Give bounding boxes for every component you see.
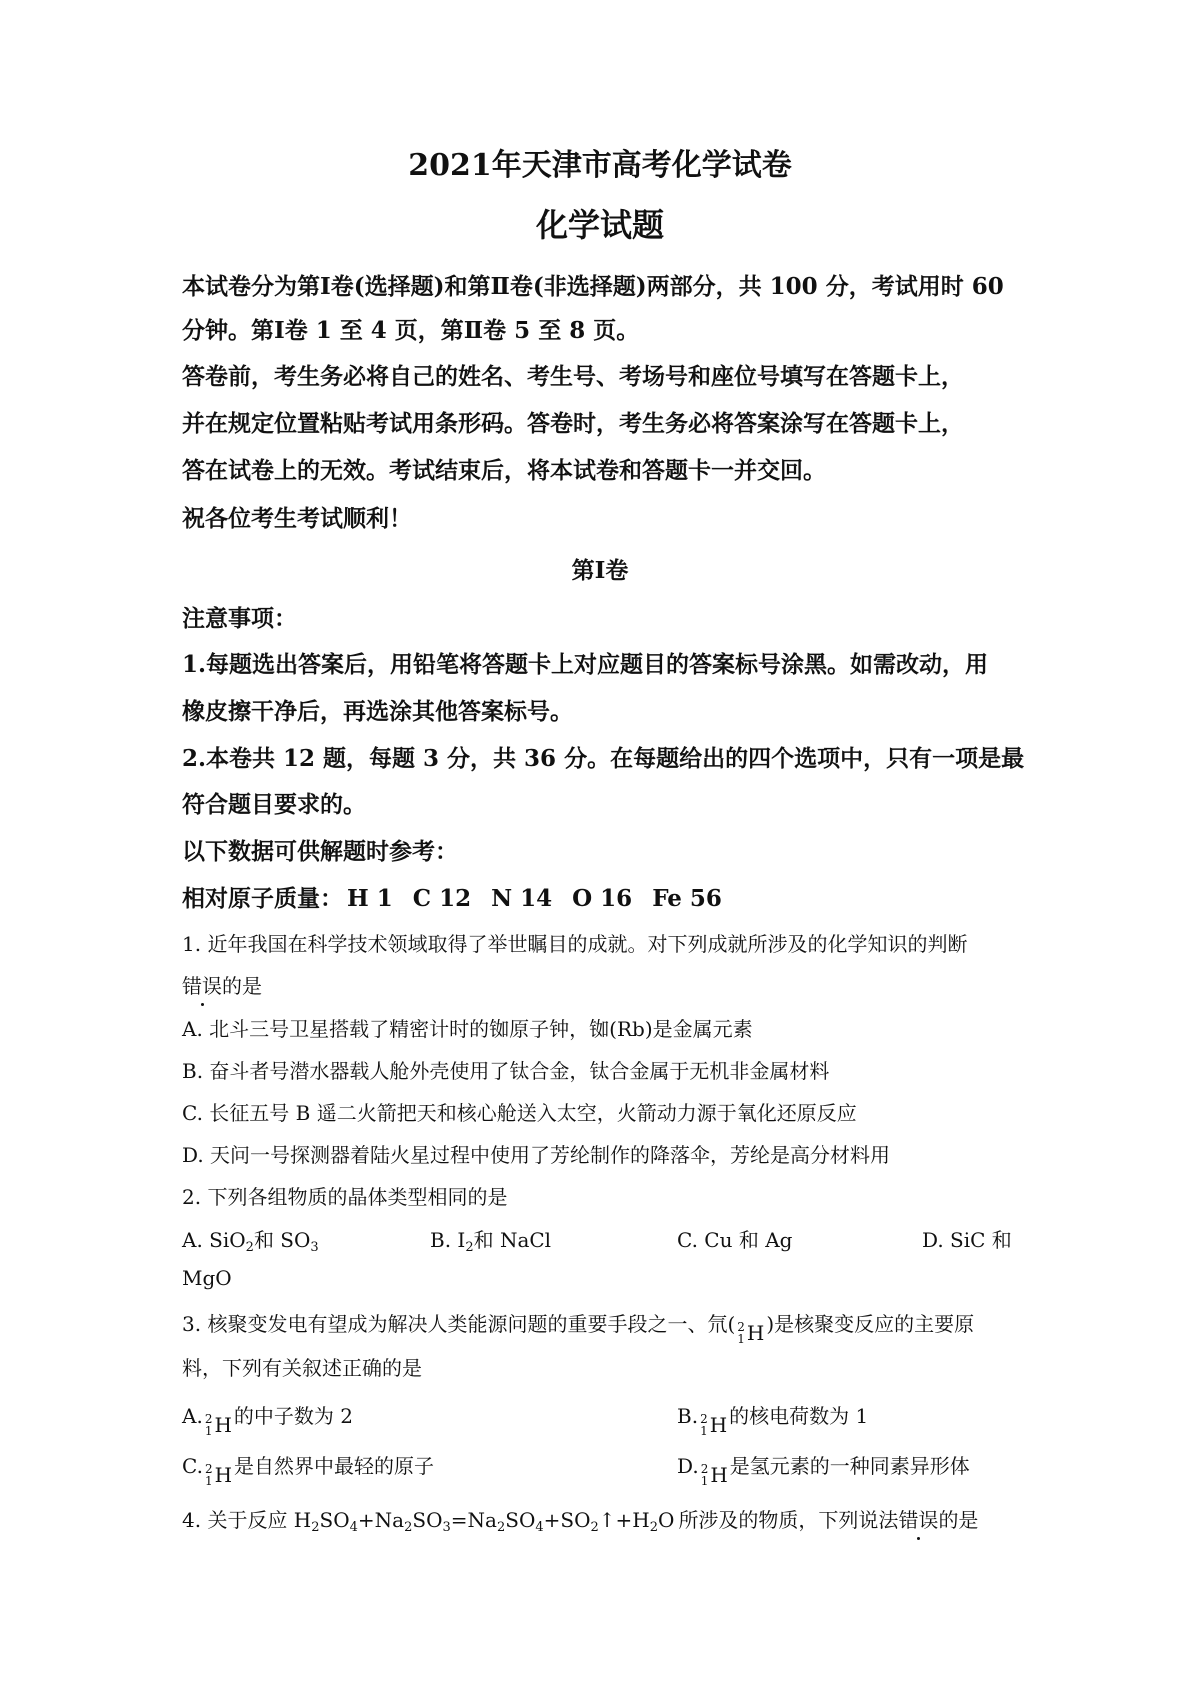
nuclide-atomic-number: 1 — [204, 1424, 213, 1438]
q3-d-text: 是氢元素的一种同素异形体 — [729, 1454, 970, 1478]
intro-line-3: 答卷前，考生务必将自己的姓名、考生号、考场号和座位号填写在答题卡上， — [182, 363, 964, 390]
q1-stem-line-1: 1. 近年我国在科学技术领域取得了举世瞩目的成就。对下列成就所涉及的化学知识的判断 — [182, 932, 968, 956]
q4-eq-sub: 2 — [649, 1520, 659, 1535]
q4-eq-part: SO — [319, 1508, 350, 1532]
page-title: 2021年天津市高考化学试卷 — [408, 148, 792, 183]
notes-heading: 注意事项： — [182, 605, 297, 632]
deuterium-symbol — [700, 1413, 727, 1437]
intro-line-2: 分钟。第Ⅰ卷 1 至 4 页，第Ⅱ卷 5 至 8 页。 — [182, 317, 640, 344]
q3-b-label: B. — [677, 1404, 699, 1428]
reference-note: 以下数据可供解题时参考： — [182, 838, 458, 865]
note-2-line-1: 2.本卷共 12 题，每题 3 分，共 36 分。在每题给出的四个选项中，只有一项是最 — [182, 745, 1025, 772]
deuterium-symbol — [701, 1463, 728, 1487]
q3-stem-text: 3. 核聚变发电有望成为解决人类能源问题的重要手段之一、氘( — [182, 1312, 736, 1336]
q1-option-b: B. 奋斗者号潜水器载人舱外壳使用了钛合金，钛合金属于无机非金属材料 — [182, 1059, 830, 1083]
q4-text-end: 的是 — [938, 1508, 979, 1532]
mass-h: H 1 — [347, 885, 393, 912]
section-title: 第Ⅰ卷 — [571, 557, 629, 584]
nuclide-element: H — [709, 1413, 728, 1437]
q4-eq-sub: 3 — [442, 1520, 451, 1535]
q4-eq-sub: 2 — [404, 1520, 413, 1535]
mass-c: C 12 — [412, 885, 472, 912]
q4-eq-sub: 2 — [590, 1520, 599, 1535]
q1-option-a: A. 北斗三号卫星搭载了精密计时的铷原子钟，铷(Rb)是金属元素 — [182, 1017, 753, 1041]
q3-option-d — [677, 1450, 970, 1487]
intro-line-5: 答在试卷上的无效。考试结束后，将本试卷和答题卡一并交回。 — [182, 457, 826, 484]
nuclide-element: H — [710, 1463, 728, 1487]
q3-c-text: 是自然界中最轻的原子 — [234, 1454, 435, 1478]
q2-a-text-2: 和 SO — [253, 1228, 311, 1252]
q4-dotted-emphasis: 错误 — [898, 1504, 938, 1533]
nuclide-atomic-number: 1 — [204, 1474, 213, 1488]
q4-text-2: 所涉及的物质，下列说法 — [678, 1508, 899, 1532]
q1-dotted-emphasis: 错误 — [182, 970, 222, 999]
q2-option-d-cont: MgO — [182, 1266, 232, 1290]
q4-eq-part: O — [658, 1508, 675, 1532]
q3-option-c — [182, 1450, 434, 1487]
nuclide-mass-number: 2 — [204, 1412, 213, 1426]
q3-stem-text-2: )是核聚变反应的主要原 — [766, 1312, 975, 1336]
nuclide-mass-number: 2 — [737, 1320, 745, 1334]
q3-a-text: 的中子数为 2 — [233, 1404, 353, 1428]
q4-eq-part: SO — [505, 1508, 536, 1532]
mass-n: N 14 — [491, 885, 553, 912]
note-2-line-2: 符合题目要求的。 — [182, 791, 366, 818]
q4-eq-part: SO — [412, 1508, 443, 1532]
q3-option-a — [182, 1400, 353, 1437]
q2-stem: 2. 下列各组物质的晶体类型相同的是 — [182, 1185, 508, 1209]
q2-b-text-2: 和 NaCl — [473, 1228, 552, 1252]
q3-d-label: D. — [677, 1454, 699, 1478]
q1-option-d: D. 天问一号探测器着陆火星过程中使用了芳纶制作的降落伞，芳纶是高分材料用 — [182, 1143, 891, 1167]
q4-text: 4. 关于反应 H — [182, 1508, 312, 1532]
nuclide-element: H — [214, 1463, 233, 1487]
q3-a-label: A. — [182, 1404, 203, 1428]
nuclide-mass-number: 2 — [204, 1462, 213, 1476]
q4-eq-part: ↑+H — [598, 1508, 650, 1532]
q2-option-a — [182, 1224, 319, 1255]
intro-line-6: 祝各位考生考试顺利！ — [182, 505, 412, 532]
q4-eq-part: =Na — [450, 1508, 497, 1532]
q4-eq-sub: 2 — [311, 1520, 320, 1535]
q3-stem-line-1 — [182, 1308, 974, 1345]
q1-option-c: C. 长征五号 B 遥二火箭把天和核心舱送入太空，火箭动力源于氧化还原反应 — [182, 1101, 857, 1125]
deuterium-symbol — [737, 1321, 764, 1345]
q2-b-sub: 2 — [465, 1240, 474, 1255]
deuterium-symbol — [205, 1463, 232, 1487]
q2-b-text: B. I — [430, 1228, 466, 1252]
q2-option-d: D. SiC 和 — [922, 1228, 1012, 1252]
note-1-line-2: 橡皮擦干净后，再选涂其他答案标号。 — [182, 698, 573, 725]
q4-eq-sub: 2 — [496, 1520, 506, 1535]
q4-eq-part: +Na — [357, 1508, 405, 1532]
nuclide-atomic-number: 1 — [700, 1474, 709, 1488]
atomic-mass-line — [182, 880, 742, 913]
mass-o: O 16 — [572, 885, 633, 912]
q4-stem — [182, 1504, 978, 1535]
intro-line-1: 本试卷分为第Ⅰ卷(选择题)和第Ⅱ卷(非选择题)两部分，共 100 分，考试用时 60 — [182, 273, 1004, 300]
q2-a-sub-2: 3 — [310, 1240, 319, 1255]
q4-eq-sub: 4 — [349, 1520, 358, 1535]
q1-stem-line-2 — [182, 970, 262, 999]
nuclide-mass-number: 2 — [700, 1412, 708, 1426]
nuclide-atomic-number: 1 — [700, 1424, 708, 1438]
nuclide-element: H — [746, 1321, 765, 1345]
q4-eq-sub: 4 — [535, 1520, 544, 1535]
q2-a-sub-1: 2 — [245, 1240, 254, 1255]
nuclide-mass-number: 2 — [700, 1462, 709, 1476]
q3-stem-line-2: 料，下列有关叙述正确的是 — [182, 1356, 422, 1380]
q2-option-c: C. Cu 和 Ag — [677, 1228, 793, 1252]
nuclide-atomic-number: 1 — [737, 1332, 745, 1346]
page-subtitle: 化学试题 — [535, 206, 664, 244]
q2-option-b — [430, 1224, 551, 1255]
intro-line-4: 并在规定位置粘贴考试用条形码。答卷时，考生务必将答案涂写在答题卡上， — [182, 410, 964, 437]
nuclide-element: H — [214, 1413, 232, 1437]
q3-b-text: 的核电荷数为 1 — [729, 1404, 869, 1428]
q3-option-b — [677, 1400, 868, 1437]
atomic-mass-label: 相对原子质量： — [182, 885, 343, 912]
deuterium-symbol — [205, 1413, 232, 1437]
q1-stem-end: 的是 — [222, 974, 262, 998]
note-1-line-1: 1.每题选出答案后，用铅笔将答题卡上对应题目的答案标号涂黑。如需改动，用 — [182, 651, 989, 678]
q2-a-text: A. SiO — [182, 1228, 246, 1252]
q4-eq-part: +SO — [543, 1508, 591, 1532]
q3-c-label: C. — [182, 1454, 203, 1478]
mass-fe: Fe 56 — [652, 885, 722, 912]
